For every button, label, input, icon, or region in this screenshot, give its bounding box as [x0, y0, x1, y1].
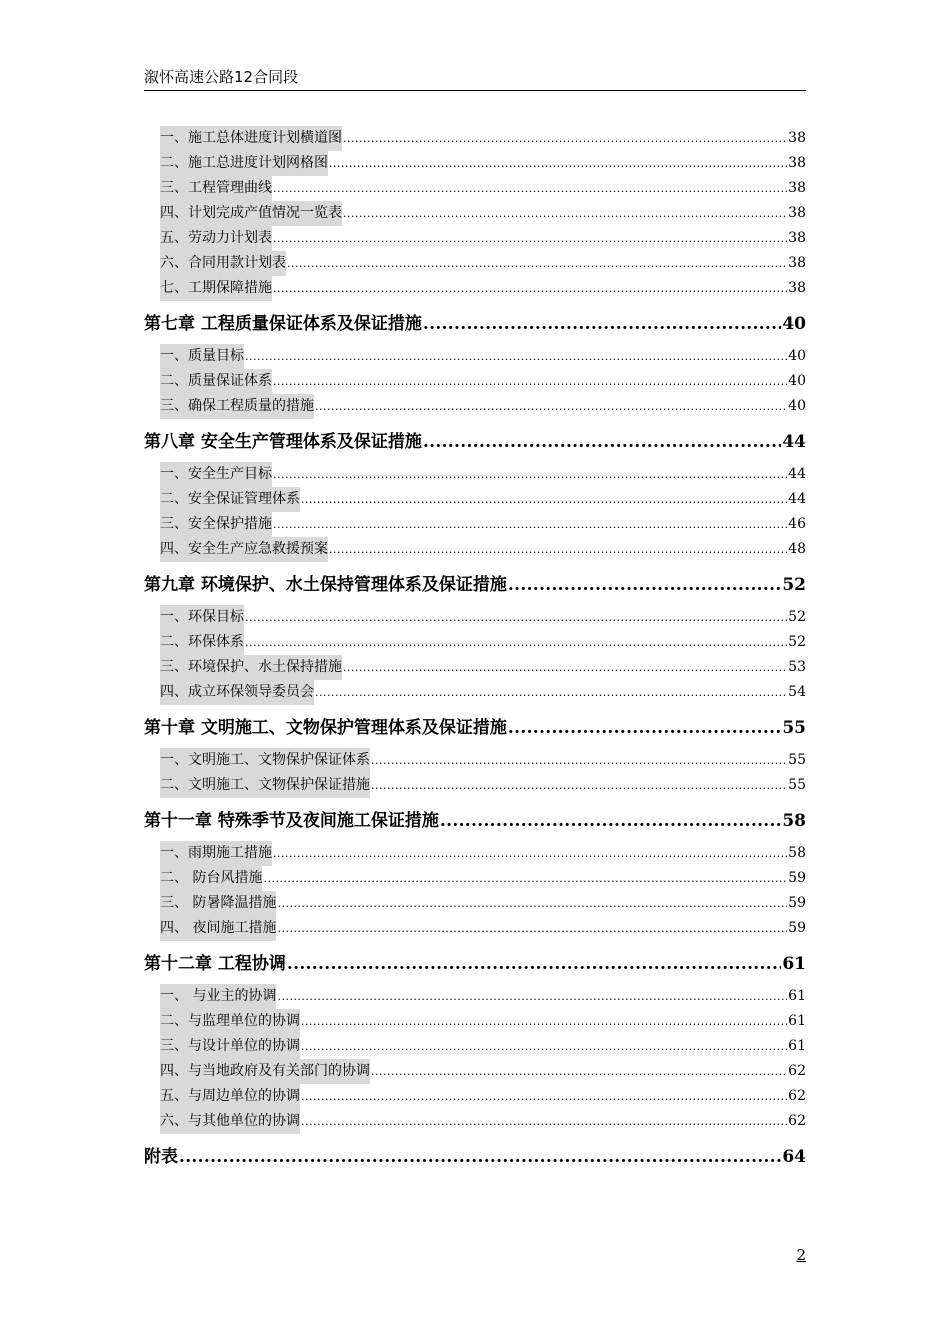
- toc-entry-title: 三、 防暑降温措施: [160, 891, 276, 916]
- toc-dot-leader: [273, 462, 787, 487]
- toc-entry-title: 三、环境保护、水土保持措施: [160, 655, 342, 680]
- toc-section-entry[interactable]: [144, 537, 806, 562]
- toc-dot-leader: [329, 537, 787, 562]
- toc-dot-leader: [508, 711, 781, 745]
- toc-dot-leader: [423, 307, 781, 341]
- toc-dot-leader: [273, 512, 787, 537]
- toc-section-entry[interactable]: [144, 630, 806, 655]
- toc-entry-title: 四、成立环保领导委员会: [160, 680, 314, 705]
- toc-entry-title: 一、环保目标: [160, 605, 244, 630]
- toc-entry-page: 40: [788, 348, 806, 364]
- toc-section-entry[interactable]: [144, 605, 806, 630]
- toc-section-entry[interactable]: [144, 176, 806, 201]
- toc-section-entry[interactable]: [144, 462, 806, 487]
- toc-dot-leader: [343, 201, 787, 226]
- toc-section-entry[interactable]: [144, 251, 806, 276]
- toc-dot-leader: [245, 344, 787, 369]
- toc-entry-page: 38: [788, 255, 806, 271]
- toc-entry-title: 二、与监理单位的协调: [160, 1009, 300, 1034]
- toc-entry-page: 40: [788, 373, 806, 389]
- toc-entry-title: 第十章 文明施工、文物保护管理体系及保证措施: [144, 718, 507, 738]
- toc-section-entry[interactable]: [144, 512, 806, 537]
- toc-entry-title: 七、工期保障措施: [160, 276, 272, 301]
- header-title: 溆怀高速公路12合同段: [144, 68, 299, 86]
- toc-entry-title: 二、安全保证管理体系: [160, 487, 300, 512]
- table-of-contents: [144, 126, 806, 1177]
- toc-entry-page: 46: [788, 516, 806, 532]
- toc-entry-page: 52: [782, 575, 806, 595]
- toc-chapter-entry[interactable]: [144, 804, 806, 838]
- toc-entry-page: 61: [788, 1013, 806, 1029]
- toc-dot-leader: [301, 1009, 787, 1034]
- toc-entry-page: 61: [788, 1038, 806, 1054]
- page-number: 2: [796, 1246, 806, 1264]
- toc-entry-title: 四、与当地政府及有关部门的协调: [160, 1059, 370, 1084]
- toc-section-entry[interactable]: [144, 126, 806, 151]
- toc-chapter-entry[interactable]: [144, 568, 806, 602]
- toc-dot-leader: [263, 866, 787, 891]
- toc-dot-leader: [277, 891, 787, 916]
- toc-entry-page: 62: [788, 1063, 806, 1079]
- toc-entry-page: 38: [788, 130, 806, 146]
- toc-entry-title: 四、计划完成产值情况一览表: [160, 201, 342, 226]
- toc-entry-title: 一、 与业主的协调: [160, 984, 276, 1009]
- toc-section-entry[interactable]: [144, 1009, 806, 1034]
- toc-entry-page: 55: [782, 718, 806, 738]
- toc-entry-page: 64: [782, 1147, 806, 1167]
- toc-entry-title: 三、确保工程质量的措施: [160, 394, 314, 419]
- toc-dot-leader: [371, 748, 787, 773]
- toc-dot-leader: [277, 984, 787, 1009]
- toc-section-entry[interactable]: [144, 369, 806, 394]
- toc-entry-title: 第十一章 特殊季节及夜间施工保证措施: [144, 811, 439, 831]
- toc-dot-leader: [287, 251, 787, 276]
- toc-entry-page: 40: [788, 398, 806, 414]
- toc-entry-title: 附表: [144, 1147, 178, 1167]
- toc-section-entry[interactable]: [144, 1109, 806, 1134]
- toc-chapter-entry[interactable]: [144, 425, 806, 459]
- toc-entry-page: 62: [788, 1088, 806, 1104]
- toc-entry-title: 一、施工总体进度计划横道图: [160, 126, 342, 151]
- toc-section-entry[interactable]: [144, 984, 806, 1009]
- toc-section-entry[interactable]: [144, 226, 806, 251]
- toc-dot-leader: [273, 176, 787, 201]
- toc-entry-title: 第八章 安全生产管理体系及保证措施: [144, 432, 422, 452]
- toc-dot-leader: [273, 276, 787, 301]
- toc-entry-page: 54: [788, 684, 806, 700]
- toc-dot-leader: [179, 1140, 781, 1174]
- toc-dot-leader: [329, 151, 787, 176]
- toc-entry-title: 二、施工总进度计划网格图: [160, 151, 328, 176]
- toc-section-entry[interactable]: [144, 201, 806, 226]
- toc-entry-title: 四、安全生产应急救援预案: [160, 537, 328, 562]
- toc-entry-page: 58: [782, 811, 806, 831]
- toc-dot-leader: [315, 680, 787, 705]
- toc-dot-leader: [508, 568, 781, 602]
- toc-entry-page: 55: [788, 777, 806, 793]
- toc-section-entry[interactable]: [144, 866, 806, 891]
- toc-chapter-entry[interactable]: [144, 711, 806, 745]
- toc-dot-leader: [273, 226, 787, 251]
- toc-entry-page: 44: [788, 491, 806, 507]
- toc-dot-leader: [245, 630, 787, 655]
- toc-chapter-entry[interactable]: [144, 947, 806, 981]
- toc-entry-title: 第九章 环境保护、水土保持管理体系及保证措施: [144, 575, 507, 595]
- toc-section-entry[interactable]: [144, 276, 806, 301]
- page-header: [144, 66, 806, 91]
- toc-entry-title: 一、质量目标: [160, 344, 244, 369]
- toc-entry-title: 一、雨期施工措施: [160, 841, 272, 866]
- toc-section-entry[interactable]: [144, 680, 806, 705]
- toc-section-entry[interactable]: [144, 1034, 806, 1059]
- toc-section-entry[interactable]: [144, 773, 806, 798]
- toc-section-entry[interactable]: [144, 1084, 806, 1109]
- toc-entry-title: 六、与其他单位的协调: [160, 1109, 300, 1134]
- toc-dot-leader: [277, 916, 787, 941]
- toc-dot-leader: [371, 773, 787, 798]
- toc-dot-leader: [273, 841, 787, 866]
- toc-dot-leader: [273, 369, 787, 394]
- toc-entry-title: 二、文明施工、文物保护保证措施: [160, 773, 370, 798]
- toc-entry-page: 38: [788, 155, 806, 171]
- toc-section-entry[interactable]: [144, 487, 806, 512]
- toc-entry-page: 44: [788, 466, 806, 482]
- toc-entry-title: 第十二章 工程协调: [144, 954, 286, 974]
- toc-entry-page: 55: [788, 752, 806, 768]
- toc-dot-leader: [423, 425, 781, 459]
- toc-entry-page: 59: [788, 895, 806, 911]
- toc-entry-page: 38: [788, 280, 806, 296]
- toc-entry-page: 58: [788, 845, 806, 861]
- toc-dot-leader: [440, 804, 781, 838]
- toc-dot-leader: [301, 1034, 787, 1059]
- toc-entry-page: 61: [788, 988, 806, 1004]
- toc-entry-page: 44: [782, 432, 806, 452]
- toc-entry-page: 61: [782, 954, 806, 974]
- toc-chapter-entry[interactable]: [144, 307, 806, 341]
- toc-entry-title: 六、合同用款计划表: [160, 251, 286, 276]
- toc-dot-leader: [301, 487, 787, 512]
- toc-dot-leader: [315, 394, 787, 419]
- toc-section-entry[interactable]: [144, 1059, 806, 1084]
- toc-section-entry[interactable]: [144, 344, 806, 369]
- toc-entry-page: 62: [788, 1113, 806, 1129]
- toc-section-entry[interactable]: [144, 655, 806, 680]
- toc-entry-page: 38: [788, 230, 806, 246]
- toc-entry-title: 三、安全保护措施: [160, 512, 272, 537]
- toc-section-entry[interactable]: [144, 916, 806, 941]
- toc-entry-title: 三、工程管理曲线: [160, 176, 272, 201]
- toc-entry-title: 五、与周边单位的协调: [160, 1084, 300, 1109]
- toc-entry-title: 一、文明施工、文物保护保证体系: [160, 748, 370, 773]
- toc-entry-page: 40: [782, 314, 806, 334]
- toc-entry-title: 四、 夜间施工措施: [160, 916, 276, 941]
- toc-entry-page: 38: [788, 180, 806, 196]
- toc-entry-page: 52: [788, 634, 806, 650]
- toc-dot-leader: [343, 655, 787, 680]
- toc-section-entry[interactable]: [144, 748, 806, 773]
- toc-section-entry[interactable]: [144, 841, 806, 866]
- toc-entry-title: 一、安全生产目标: [160, 462, 272, 487]
- toc-entry-title: 二、质量保证体系: [160, 369, 272, 394]
- toc-dot-leader: [371, 1059, 787, 1084]
- toc-section-entry[interactable]: [144, 151, 806, 176]
- toc-entry-page: 48: [788, 541, 806, 557]
- toc-entry-page: 59: [788, 870, 806, 886]
- toc-entry-page: 53: [788, 659, 806, 675]
- toc-entry-title: 五、劳动力计划表: [160, 226, 272, 251]
- toc-entry-page: 59: [788, 920, 806, 936]
- toc-entry-page: 38: [788, 205, 806, 221]
- toc-section-entry[interactable]: [144, 394, 806, 419]
- toc-entry-title: 三、与设计单位的协调: [160, 1034, 300, 1059]
- toc-dot-leader: [343, 126, 787, 151]
- toc-entry-title: 第七章 工程质量保证体系及保证措施: [144, 314, 422, 334]
- toc-dot-leader: [245, 605, 787, 630]
- toc-section-entry[interactable]: [144, 891, 806, 916]
- toc-chapter-entry[interactable]: [144, 1140, 806, 1174]
- toc-dot-leader: [301, 1084, 787, 1109]
- toc-dot-leader: [301, 1109, 787, 1134]
- toc-entry-title: 二、 防台风措施: [160, 866, 262, 891]
- toc-dot-leader: [287, 947, 781, 981]
- toc-entry-title: 二、环保体系: [160, 630, 244, 655]
- toc-entry-page: 52: [788, 609, 806, 625]
